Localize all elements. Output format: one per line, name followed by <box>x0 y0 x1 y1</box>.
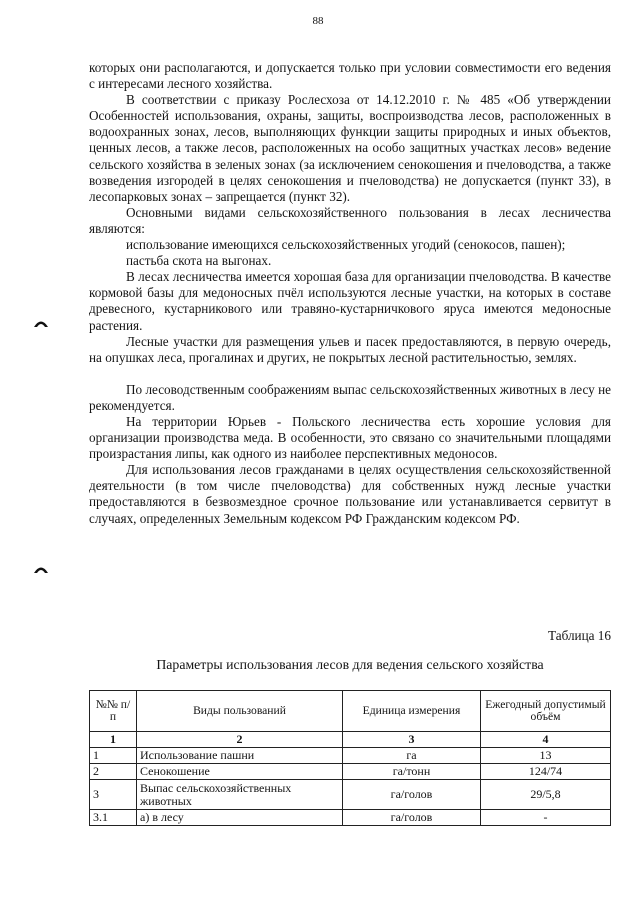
header-cell-number: №№ п/п <box>90 691 137 732</box>
header-cell-kind: Виды пользований <box>137 691 343 732</box>
table-row <box>90 748 611 764</box>
row-unit: га <box>343 748 481 764</box>
row-unit: га/тонн <box>343 764 481 780</box>
paragraph: Для использования лесов гражданами в целях осуществления сельскохозяйственной деятельности (в том числе пчеловодства) для собственных нужд лесные участки предоставляются в безвозмездное срочное пользование или устанавливается сервитут в случаях, определенных Земельным кодексом РФ Гражданским кодексом РФ. <box>89 462 611 526</box>
table-row <box>90 780 611 810</box>
paragraph: В соответствии с приказу Рослесхоза от 14.12.2010 г. № 485 «Об утверждении Особенностей использования, охраны, защиты, воспроизводства лесов, расположенных в водоохранных зонах, лесов, выполняющих функции защиты природных и иных объектов, ценных лесов, а также лесов, расположенных на особо защитных участках лесов» ведение сельского хозяйства в зеленых зонах (за исключением сенокошения и пчеловодства, а также возведения изгородей в целях сенокошения и пчеловодства) не допускается (пункт 33), в лесопарковых зонах – запрещается (пункт 32). <box>89 92 611 204</box>
row-unit: га/голов <box>343 810 481 826</box>
column-number: 2 <box>137 732 343 748</box>
paragraph: На территории Юрьев - Польского лесничества есть хорошие условия для организации производства меда. В особенности, это связано со значительными площадями произрастания липы, как одного из наиболее перспективных медоносов. <box>89 413 611 462</box>
table-header-row <box>90 691 611 732</box>
binder-hole-mark <box>33 564 49 574</box>
list-item: пастьба скота на выгонах. <box>126 253 272 269</box>
row-number: 2 <box>90 764 137 780</box>
row-number: 3 <box>90 780 137 810</box>
body-text <box>89 60 611 527</box>
row-number: 3.1 <box>90 810 137 826</box>
table-row <box>90 764 611 780</box>
row-volume: 13 <box>481 748 611 764</box>
row-unit: га/голов <box>343 780 481 810</box>
paragraph: Лесные участки для размещения ульев и пасек предоставляются, в первую очередь, на опушках леса, прогалинах и других, не покрытых лесной растительностью, землях. <box>89 333 611 365</box>
table-caption: Таблица 16 <box>548 628 611 643</box>
params-table <box>89 690 611 826</box>
row-number: 1 <box>90 748 137 764</box>
row-kind: Сенокошение <box>137 764 343 780</box>
row-kind: Использование пашни <box>137 748 343 764</box>
paragraph: Основными видами сельскохозяйственного пользования в лесах лесничества являются: <box>89 204 611 236</box>
column-number: 1 <box>90 732 137 748</box>
table-title: Параметры использования лесов для ведения сельского хозяйства <box>156 657 544 672</box>
header-cell-unit: Единица измерения <box>343 691 481 732</box>
binder-hole-mark <box>33 318 49 328</box>
column-number: 3 <box>343 732 481 748</box>
header-cell-volume: Ежегодный допустимый объём <box>481 691 611 732</box>
row-kind: а) в лесу <box>137 810 343 826</box>
table-row <box>90 810 611 826</box>
list-item: использование имеющихся сельскохозяйственных угодий (сенокосов, пашен); <box>126 237 566 253</box>
row-volume: - <box>481 810 611 826</box>
row-volume: 29/5,8 <box>481 780 611 810</box>
column-number-row <box>90 732 611 748</box>
paragraph: По лесоводственным соображениям выпас сельскохозяйственных животных в лесу не рекомендуется. <box>89 381 611 413</box>
paragraph: В лесах лесничества имеется хорошая база для организации пчеловодства. В качестве кормовой базы для медоносных пчёл используются лесные участки, на которых в составе древесного, кустарникового или травяно-кустарничкового яруса имеются медоносные растения. <box>89 269 611 333</box>
paragraph-gap <box>89 366 611 382</box>
column-number: 4 <box>481 732 611 748</box>
paragraph: которых они располагаются, и допускается только при условии совместимости его ведения с интересами лесного хозяйства. <box>89 60 611 92</box>
row-kind: Выпас сельскохозяйственных животных <box>137 780 343 810</box>
page-number: 88 <box>312 15 324 27</box>
row-volume: 124/74 <box>481 764 611 780</box>
